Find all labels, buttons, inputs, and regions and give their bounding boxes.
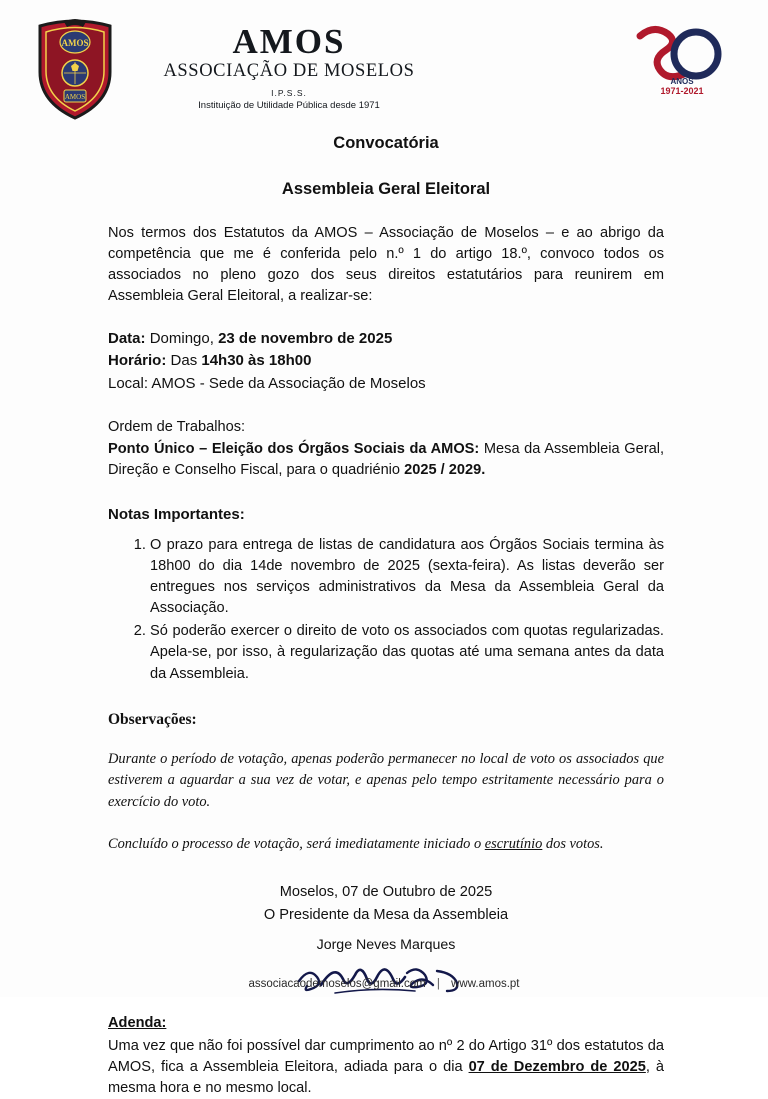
agenda-item-bold: Ponto Único – Eleição dos Órgãos Sociais da AMOS:: [108, 441, 480, 458]
addendum-text-bold: 07 de Dezembro de 2025: [468, 1058, 646, 1075]
observations-heading: Observações:: [108, 710, 197, 728]
observations-paragraph-2: [108, 834, 664, 856]
list-item: 2. Só poderão exercer o direito de voto os associados com quotas regularizadas. Apela-se, por isso, à regularização das quotas até uma semana antes da data da Assembleia.: [150, 621, 664, 684]
amos-club-crest-icon: [34, 16, 116, 120]
signature-role: O Presidente da Mesa da Assembleia: [263, 907, 509, 924]
svg-text:AMOS: AMOS: [61, 38, 89, 48]
detail-time-label: Horário:: [108, 352, 167, 370]
detail-time-value-bold: 14h30 às 18h00: [201, 352, 312, 370]
observations-paragraph-2-post: dos votos.: [542, 835, 604, 852]
addendum-text-pre: Uma vez que não foi possível dar cumprimento ao nº 2 do Artigo 31º dos estatutos da AMOS, fica a Assembleia Eleitora, adiada para o dia: [108, 1037, 664, 1075]
footer-separator: |: [436, 978, 440, 990]
detail-date-label: Data:: [108, 329, 146, 347]
agenda-item: [108, 439, 664, 481]
svg-text:1971-2021: 1971-2021: [660, 86, 704, 96]
document-body: [0, 134, 768, 1099]
document-header: [0, 0, 768, 130]
agenda-item-period: 2025 / 2029.: [404, 462, 486, 479]
detail-time-value: Das: [170, 352, 202, 370]
list-item: 1. O prazo para entrega de listas de candidatura aos Órgãos Sociais termina às 18h00 do dia 14de novembro de 2025 (sexta-feira). As listas deverão ser entregues nos serviços administrativos da Mesa da Assembleia Geral da Associação.: [150, 535, 664, 620]
addendum-text-post: , à mesma hora e no mesmo local.: [108, 1058, 665, 1096]
signature-place-date: Moselos, 07 de Outubro de 2025: [279, 884, 493, 901]
observations-paragraph-2-underline: escrutínio: [484, 835, 543, 852]
meeting-details: [108, 328, 664, 396]
detail-date: [108, 328, 664, 351]
observations-paragraph-1: Durante o período de votação, apenas poderão permanecer no local de voto os associados que estiverem a aguardar a sua vez de votar, e apenas pelo tempo estritamente necessário para o exercício do voto.: [108, 750, 664, 810]
footer-website[interactable]: www.amos.pt: [451, 978, 520, 990]
notes-heading: Notas Importantes:: [108, 505, 245, 523]
brand-name: AMOS: [232, 22, 346, 61]
detail-place: [108, 373, 664, 396]
brand-utility-text: Instituição de Utilidade Pública desde 1971: [198, 99, 380, 111]
brand-subtitle: ASSOCIAÇÃO DE MOSELOS: [163, 61, 415, 81]
agenda-heading: Ordem de Trabalhos:: [108, 419, 246, 436]
detail-date-value: Domingo,: [149, 329, 219, 347]
agenda-block: [108, 417, 664, 481]
brand-ipss: I.P.S.S.: [271, 87, 307, 98]
detail-place-value: AMOS - Sede da Associação de Moselos: [151, 374, 426, 392]
page-title: Convocatória: [333, 134, 439, 152]
footer-email[interactable]: associacaodemoselos@gmail.com: [248, 978, 426, 990]
svg-text:AMOS: AMOS: [64, 93, 86, 101]
svg-text:ANOS: ANOS: [670, 77, 694, 86]
brand-block: [124, 24, 454, 111]
detail-time: [108, 350, 664, 373]
document-subtitle: Assembleia Geral Eleitoral: [281, 180, 491, 198]
addendum-title: Adenda:: [108, 1014, 167, 1031]
document-footer: [0, 975, 768, 997]
signature-name: Jorge Neves Marques: [316, 936, 456, 953]
intro-paragraph: Nos termos dos Estatutos da AMOS – Associação de Moselos – e ao abrigo da competência que me é conferida pelo n.º 1 do artigo 18.º, convoco todos os associados no pleno gozo dos seus direitos estatutários para reunirem em Assembleia Geral Eleitoral, a realizar-se:: [108, 225, 664, 305]
detail-place-label: Local:: [108, 374, 149, 392]
addendum-block: [108, 1013, 664, 1099]
agenda-item-rest: Mesa da Assembleia Geral, Direção e Conselho Fiscal, para o quadriénio: [108, 441, 664, 479]
detail-date-value-bold: 23 de novembro de 2025: [218, 329, 393, 347]
notes-list: [108, 535, 664, 685]
observations-paragraph-2-pre: Concluído o processo de votação, será imediatamente iniciado o: [108, 835, 485, 852]
50-years-anniversary-icon: [630, 18, 726, 102]
